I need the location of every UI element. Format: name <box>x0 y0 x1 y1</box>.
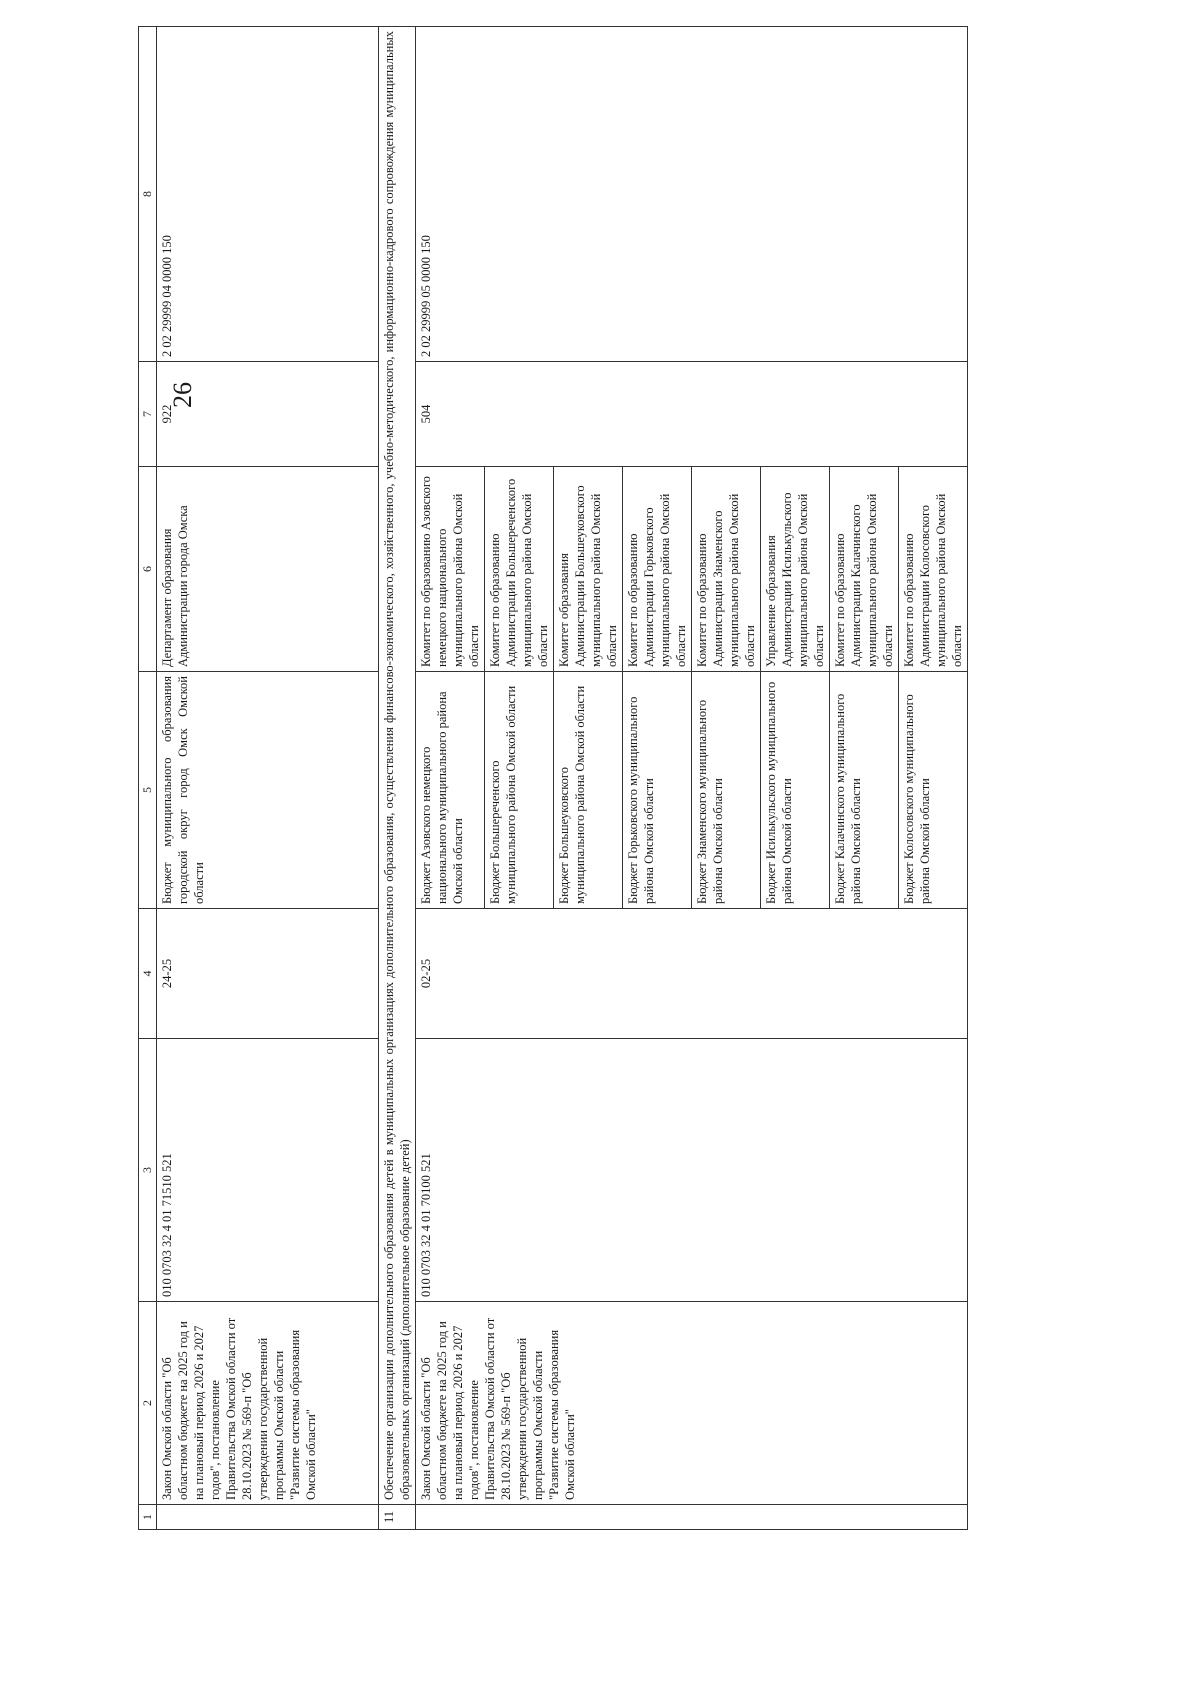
admin-name-cell: Комитет по образованию Администрации Калачинского муниципального района Омской области <box>830 467 899 672</box>
budget-code-cell: 010 0703 32 4 01 70100 521 <box>416 1039 968 1302</box>
col-header-6: 6 <box>139 467 157 672</box>
budget-code-cell: 010 0703 32 4 01 71510 521 <box>157 1039 379 1302</box>
budget-name-cell: Бюджет Большеуковского муниципального района Омской области <box>554 672 623 909</box>
col-header-5: 5 <box>139 672 157 909</box>
section-row <box>379 27 416 1530</box>
grbs-code-cell: 922 <box>157 362 379 467</box>
kbk-code-cell: 2 02 29999 05 0000 150 <box>416 27 968 362</box>
section-title: Обеспечение организации дополнительного образования детей в муниципальных организациях дополнительного образования, осуществления финансово-экономического, хозяйственного, учебно-методического, информационно-кадрового сопровождения муниципальных образовательных организаций (дополнительное образование детей) <box>379 27 416 1505</box>
admin-name-cell: Департамент образования Администрации города Омска <box>157 467 379 672</box>
section-number: 11 <box>379 1505 416 1530</box>
budget-name-cell: Бюджет Калачинского муниципального района Омской области <box>830 672 899 909</box>
rotated-table-container <box>138 31 1042 1530</box>
admin-name-cell: Комитет образования Администрации Большеуковского муниципального района Омской области <box>554 467 623 672</box>
col-header-4: 4 <box>139 909 157 1039</box>
budget-table <box>138 26 968 1530</box>
col-header-8: 8 <box>139 27 157 362</box>
legal-basis-cell: Закон Омской области "Об областном бюджете на 2025 год и на плановый период 2026 и 2027 годов", постановление Правительства Омской области от 28.10.2023 № 569-п "Об утверждении государственной программы Омской области "Развитие системы образования Омской области" <box>416 1302 968 1505</box>
col-header-3: 3 <box>139 1039 157 1302</box>
col-header-1: 1 <box>139 1505 157 1530</box>
column-number-row <box>139 27 157 1530</box>
admin-name-cell: Комитет по образованию Администрации Горьковского муниципального района Омской области <box>623 467 692 672</box>
period-cell: 02-25 <box>416 909 968 1039</box>
page-number: 26 <box>168 382 197 408</box>
admin-name-cell: Комитет по образованию Администрации Колосовского муниципального района Омской области <box>899 467 968 672</box>
col-header-2: 2 <box>139 1302 157 1505</box>
period-cell: 24-25 <box>157 909 379 1039</box>
table-row-omsk <box>157 27 379 1530</box>
legal-basis-cell: Закон Омской области "Об областном бюджете на 2025 год и на плановый период 2026 и 2027 годов", постановление Правительства Омской области от 28.10.2023 № 569-п "Об утверждении государственной программы Омской области "Развитие системы образования Омской области" <box>157 1302 379 1505</box>
admin-name-cell: Комитет по образованию Администрации Большереченского муниципального района Омской области <box>485 467 554 672</box>
admin-name-cell: Комитет по образованию Азовского немецкого национального муниципального района Омской области <box>416 467 485 672</box>
budget-name-cell: Бюджет Колосовского муниципального района Омской области <box>899 672 968 909</box>
grbs-code-cell: 504 <box>416 362 968 467</box>
budget-name-cell: Бюджет Знаменского муниципального района Омской области <box>692 672 761 909</box>
budget-name-cell: Бюджет Исилькульского муниципального района Омской области <box>761 672 830 909</box>
admin-name-cell: Управление образования Администрации Исилькульского муниципального района Омской области <box>761 467 830 672</box>
table-row-districts <box>416 27 485 1530</box>
budget-name-cell: Бюджет Азовского немецкого национального муниципального района Омской области <box>416 672 485 909</box>
col-header-7: 7 <box>139 362 157 467</box>
budget-name-cell: Бюджет Большереченского муниципального района Омской области <box>485 672 554 909</box>
kbk-code-cell: 2 02 29999 04 0000 150 <box>157 27 379 362</box>
budget-name-cell: Бюджет Горьковского муниципального района Омской области <box>623 672 692 909</box>
admin-name-cell: Комитет по образованию Администрации Знаменского муниципального района Омской области <box>692 467 761 672</box>
budget-name-cell: Бюджет муниципального образования городской округ город Омск Омской области <box>157 672 379 909</box>
